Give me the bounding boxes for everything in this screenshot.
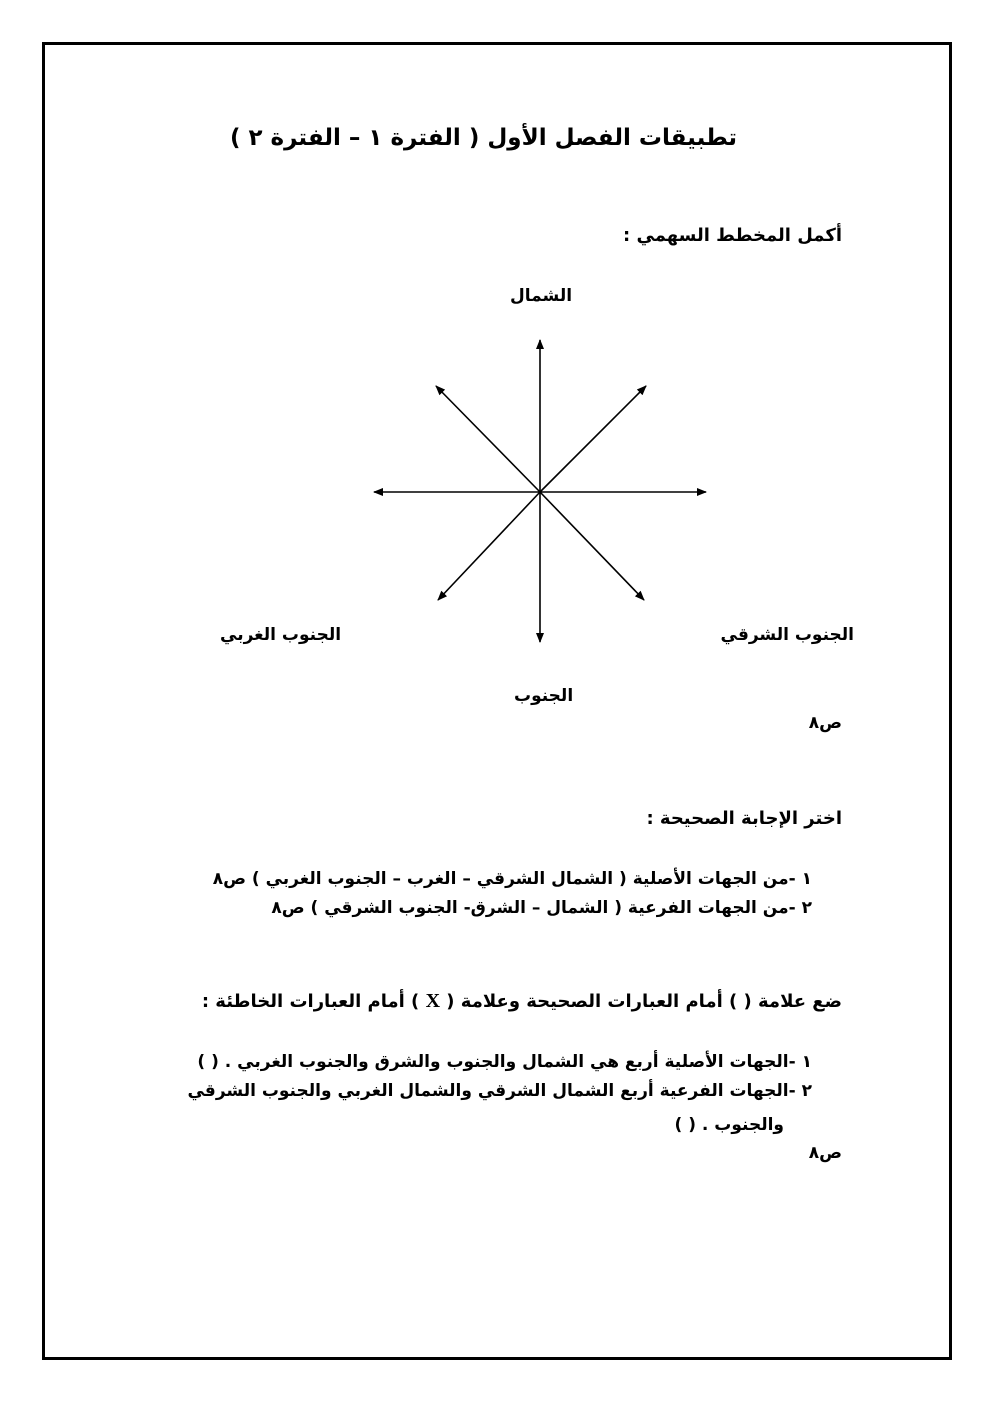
x-mark: X bbox=[425, 990, 441, 1012]
arrow-southeast bbox=[540, 492, 644, 600]
list-item: ١ -الجهات الأصلية أربع هي الشمال والجنوب والشرق والجنوب الغربي . ( ) bbox=[197, 1052, 812, 1072]
page-title: تطبيقات الفصل الأول ( الفترة ١ – الفترة ٢ ) bbox=[229, 125, 737, 151]
section2-heading: اختر الإجابة الصحيحة : bbox=[646, 808, 842, 829]
section3-heading-part2: ) أمام العبارات الخاطئة : bbox=[201, 991, 420, 1012]
list-item: والجنوب . ( ) bbox=[674, 1115, 784, 1135]
page-reference: ص٨ bbox=[808, 713, 842, 733]
arrow-southwest bbox=[438, 492, 540, 600]
list-item: ٢ -الجهات الفرعية أربع الشمال الشرقي والشمال الغربي والجنوب الشرقي bbox=[187, 1081, 812, 1101]
label-southwest: الجنوب الغربي bbox=[220, 625, 342, 645]
arrow-northeast bbox=[540, 386, 646, 492]
label-south: الجنوب bbox=[514, 686, 574, 706]
list-item: ١ -من الجهات الأصلية ( الشمال الشرقي – الغرب – الجنوب الغربي ) ص٨ bbox=[212, 869, 812, 889]
list-item: ٢ -من الجهات الفرعية ( الشمال – الشرق- الجنوب الشرقي ) ص٨ bbox=[271, 898, 812, 918]
arrow-northwest bbox=[436, 386, 540, 492]
section1-heading: أكمل المخطط السهمي : bbox=[623, 225, 842, 246]
section3-heading bbox=[202, 990, 842, 1013]
label-southeast: الجنوب الشرقي bbox=[720, 625, 854, 645]
label-north: الشمال bbox=[510, 286, 573, 306]
section3-heading-part1: ضع علامة ( ) أمام العبارات الصحيحة وعلامة ( bbox=[446, 991, 842, 1012]
page-reference: ص٨ bbox=[808, 1143, 842, 1163]
compass-arrow-diagram bbox=[360, 330, 720, 650]
